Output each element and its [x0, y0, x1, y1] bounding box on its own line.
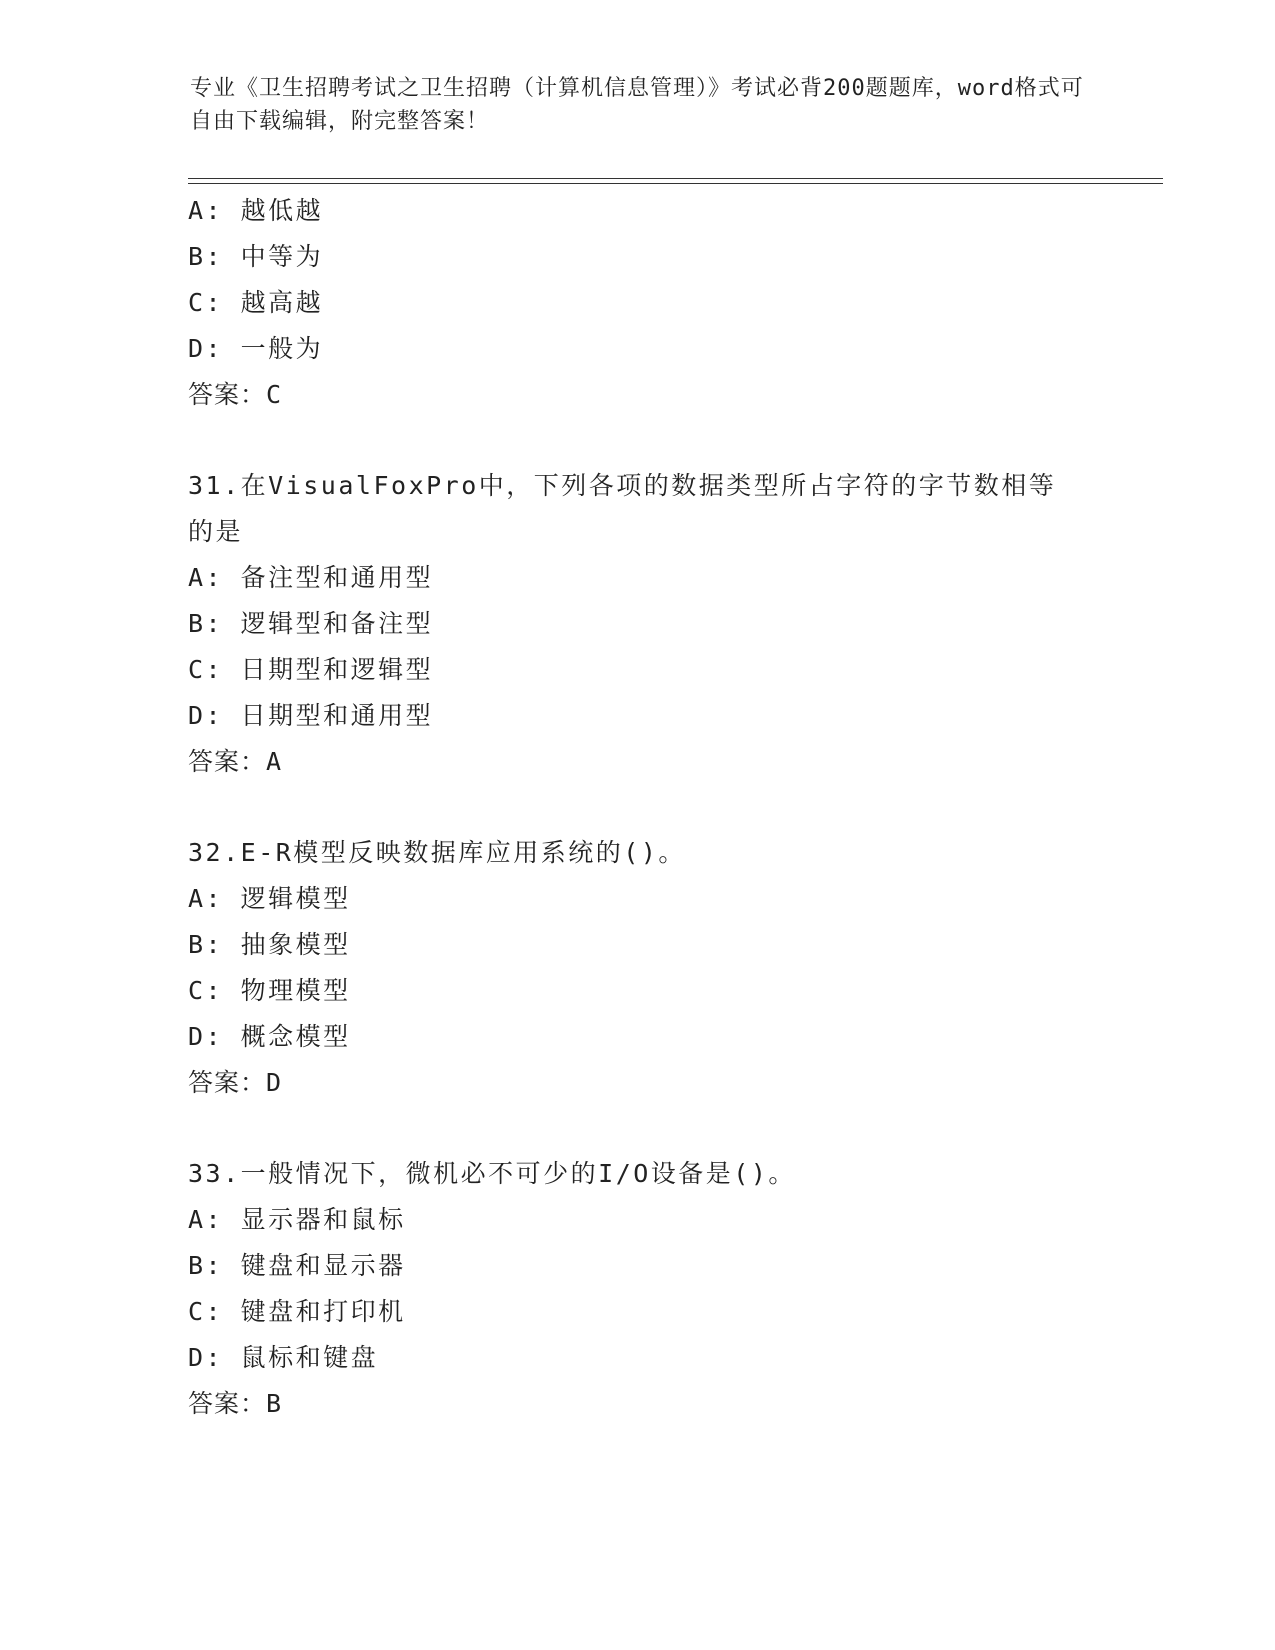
option-a: A: 显示器和鼠标: [188, 1205, 406, 1234]
question-text: 31.在VisualFoxPro中，下列各项的数据类型所占字符的字节数相等的是: [188, 471, 1057, 546]
question-block-33: [188, 1151, 1088, 1427]
question-block-partial: [188, 188, 1088, 418]
option-b: B: 逻辑型和备注型: [188, 609, 434, 638]
answer-line: 答案：C: [188, 380, 283, 409]
option-c: C: 键盘和打印机: [188, 1297, 406, 1326]
answer-line: 答案：D: [188, 1068, 283, 1097]
option-b: B: 键盘和显示器: [188, 1251, 406, 1280]
option-d: D: 鼠标和键盘: [188, 1343, 379, 1372]
question-block-31: [188, 463, 1088, 785]
option-b: B: 抽象模型: [188, 930, 351, 959]
option-a: A: 备注型和通用型: [188, 563, 434, 592]
option-c: C: 物理模型: [188, 976, 351, 1005]
option-b: B: 中等为: [188, 242, 324, 271]
option-d: D: 概念模型: [188, 1022, 351, 1051]
option-d: D: 日期型和通用型: [188, 701, 434, 730]
answer-line: 答案：B: [188, 1389, 283, 1418]
document-header: 专业《卫生招聘考试之卫生招聘（计算机信息管理）》考试必背200题题库，word格式可自由下载编辑，附完整答案！: [190, 76, 1084, 134]
option-d: D: 一般为: [188, 334, 324, 363]
answer-line: 答案：A: [188, 747, 283, 776]
header-rule-bottom: [188, 183, 1163, 184]
option-c: C: 日期型和逻辑型: [188, 655, 434, 684]
header-rule-top: [188, 178, 1163, 179]
question-text: 33.一般情况下，微机必不可少的I/O设备是()。: [188, 1159, 796, 1188]
question-block-32: [188, 830, 1088, 1106]
question-text: 32.E-R模型反映数据库应用系统的()。: [188, 838, 686, 867]
option-a: A: 逻辑模型: [188, 884, 351, 913]
option-c: C: 越高越: [188, 288, 324, 317]
question-list: [188, 188, 1088, 1427]
option-a: A: 越低越: [188, 196, 324, 225]
